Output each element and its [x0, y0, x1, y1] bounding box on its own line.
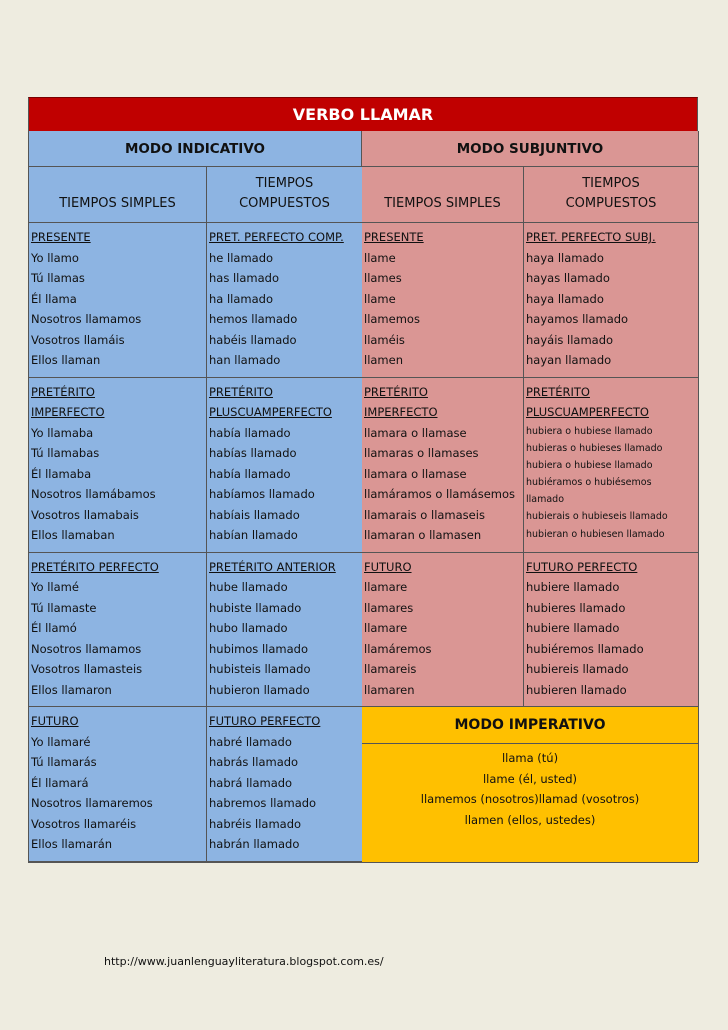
conjugation-line: Ellos llamaron	[31, 682, 112, 697]
conjugation-line: llamaran o llamasen	[364, 528, 482, 542]
conjugation-line: hubieres llamado	[526, 600, 626, 615]
conjugation-line: Nosotros llamamos	[31, 641, 142, 656]
tense-title: PRET. PERFECTO COMP.	[209, 230, 344, 244]
conjugation-line: hayáis llamado	[526, 332, 614, 347]
tense-title: PRESENTE	[364, 230, 424, 244]
conjugation-line: haya llamado	[526, 291, 604, 306]
conjugation-line: llamado	[526, 494, 565, 506]
conjugation-line: hubiere llamado	[526, 580, 620, 594]
conjugation-line: llamaras o llamases	[364, 446, 479, 460]
conjugation-line: habréis llamado	[209, 816, 302, 831]
conjugation-line: llame	[364, 250, 396, 265]
conjugation-line: Vosotros llamasteis	[31, 662, 143, 676]
conjugation-line: haya llamado	[526, 250, 604, 265]
conjugation-line: habremos llamado	[209, 796, 317, 810]
conjugation-line: hube llamado	[209, 580, 288, 594]
conjugation-line: hubisteis llamado	[209, 662, 311, 676]
conjugation-line: Él llamará	[31, 775, 89, 790]
conjugation-line: Ellos llamaban	[31, 528, 115, 542]
conjugation-line: hubiereis llamado	[526, 662, 629, 676]
header-sub-simple: TIEMPOS SIMPLES	[362, 167, 524, 223]
conjugation-line: ha llamado	[209, 291, 274, 306]
conjugation-line: hubiéremos llamado	[526, 641, 644, 656]
conjugation-line: habré llamado	[209, 734, 292, 749]
tense-block-ind-simple	[29, 553, 207, 708]
conjugation-line: habrá llamado	[209, 775, 293, 790]
conjugation-line: habían llamado	[209, 528, 298, 542]
tense-block-ind-simple	[29, 223, 207, 378]
conjugation-line: Vosotros llamáis	[31, 332, 125, 347]
mode-indicativo: MODO INDICATIVO	[29, 131, 362, 167]
conjugation-line: hubiste llamado	[209, 600, 302, 615]
tense-title: FUTURO PERFECTO	[209, 714, 321, 728]
conjugation-line: Vosotros llamabais	[31, 507, 139, 522]
tense-title: PRETÉRITO ANTERIOR	[209, 559, 336, 574]
tense-block-sub-simple	[362, 223, 524, 378]
conjugation-line: hubiera o hubiese llamado	[526, 459, 653, 471]
conjugation-line: hubieran o hubiesen llamado	[526, 528, 665, 540]
conjugation-line: Yo llamo	[31, 250, 79, 265]
tense-title: PRETÉRITO	[526, 384, 590, 399]
tense-block-ind-comp	[207, 223, 362, 378]
conjugation-line: Tú llamas	[31, 271, 85, 285]
conjugation-line: hayan llamado	[526, 353, 612, 367]
conjugation-line: Él llama	[31, 291, 77, 306]
conjugation-line: Ellos llaman	[31, 353, 101, 367]
conjugation-line: llamen	[364, 353, 404, 367]
tense-block-sub-comp	[524, 223, 699, 378]
tense-title: PLUSCUAMPERFECTO	[209, 405, 332, 419]
imperativo-line: llamemos (nosotros)llamad (vosotros)	[420, 792, 640, 806]
tense-title: PRET. PERFECTO SUBJ.	[526, 230, 656, 244]
table-grid	[28, 131, 698, 863]
tense-title: FUTURO	[364, 559, 412, 574]
tense-block-ind-comp	[207, 553, 362, 708]
conjugation-line: Yo llamaba	[31, 425, 94, 440]
conjugation-line: llames	[364, 271, 402, 285]
conjugation-line: hubierais o hubieseis llamado	[526, 511, 668, 523]
tense-block-ind-comp	[207, 707, 362, 862]
conjugation-line: habíais llamado	[209, 507, 300, 522]
conjugation-line: hemos llamado	[209, 312, 298, 326]
tense-block-sub-comp	[524, 378, 699, 553]
imperativo-line: llama (tú)	[501, 751, 559, 765]
tense-block-ind-simple	[29, 378, 207, 553]
imperativo-block	[362, 707, 699, 862]
imperativo-line: llame (él, usted)	[482, 771, 578, 786]
footer-url: http://www.juanlenguayliteratura.blogspot.com.es/	[104, 955, 384, 968]
conjugation-line: hubiere llamado	[526, 621, 620, 635]
tense-block-sub-simple	[362, 378, 524, 553]
conjugation-line: llamara o llamase	[364, 466, 467, 481]
tense-block-ind-simple	[29, 707, 207, 862]
conjugation-line: llamare	[364, 580, 408, 594]
tense-title: PRETÉRITO	[364, 384, 428, 399]
tense-title: PRETÉRITO	[209, 384, 273, 399]
conjugation-line: había llamado	[209, 466, 291, 481]
imperativo-line: llamen (ellos, ustedes)	[464, 812, 596, 827]
header-ind-comp: TIEMPOS COMPUESTOS	[207, 167, 362, 223]
tense-block-ind-comp	[207, 378, 362, 553]
conjugation-line: hubiéramos o hubiésemos	[526, 477, 652, 489]
conjugation-line: llamare	[364, 621, 408, 635]
conjugation-line: hubieras o hubieses llamado	[526, 442, 663, 454]
conjugation-line: llamares	[364, 600, 414, 615]
conjugation-line: llaméis	[364, 332, 405, 347]
conjugation-line: hubiera o hubiese llamado	[526, 425, 653, 437]
conjugation-line: hayas llamado	[526, 271, 610, 285]
tense-title: PRESENTE	[31, 230, 91, 244]
tense-block-sub-simple	[362, 553, 524, 708]
conjugation-line: hubimos llamado	[209, 641, 308, 656]
conjugation-line: Tú llamabas	[31, 446, 100, 460]
conjugation-line: había llamado	[209, 425, 291, 440]
conjugation-line: llamáremos	[364, 641, 432, 656]
conjugation-line: habías llamado	[209, 446, 297, 460]
conjugation-line: Tú llamaste	[31, 600, 97, 615]
conjugation-line: hubo llamado	[209, 621, 288, 635]
tense-title: IMPERFECTO	[31, 405, 105, 419]
conjugation-line: Nosotros llamamos	[31, 312, 142, 326]
conjugation-line: Nosotros llamábamos	[31, 487, 156, 501]
conjugation-line: has llamado	[209, 271, 280, 285]
mode-imperativo: MODO IMPERATIVO	[362, 707, 698, 744]
table-title: VERBO LLAMAR	[28, 97, 698, 131]
mode-subjuntivo: MODO SUBJUNTIVO	[362, 131, 699, 167]
conjugation-line: habrán llamado	[209, 837, 300, 851]
conjugation-line: llamarais o llamaseis	[364, 507, 485, 522]
tense-title: FUTURO	[31, 714, 79, 728]
conjugation-line: Él llamó	[31, 621, 77, 635]
tense-title: PRETÉRITO PERFECTO	[31, 559, 159, 574]
conjugation-line: Vosotros llamaréis	[31, 816, 137, 831]
tense-title: FUTURO PERFECTO	[526, 559, 638, 574]
tense-block-sub-comp	[524, 553, 699, 708]
conjugation-line: Yo llamaré	[31, 734, 91, 749]
conjugation-line: Él llamaba	[31, 466, 92, 481]
conjugation-line: habíamos llamado	[209, 487, 315, 501]
conjugation-line: Tú llamarás	[31, 755, 97, 769]
tense-title: IMPERFECTO	[364, 405, 438, 419]
conjugation-line: hubieren llamado	[526, 682, 627, 697]
conjugation-line: Yo llamé	[31, 580, 79, 594]
conjugation-line: llamemos	[364, 312, 420, 326]
conjugation-line: llamara o llamase	[364, 425, 467, 440]
conjugation-line: llamareis	[364, 662, 417, 676]
conjugation-line: hayamos llamado	[526, 312, 629, 326]
conjugation-line: hubieron llamado	[209, 682, 310, 697]
conjugation-line: Nosotros llamaremos	[31, 796, 153, 810]
tense-title: PLUSCUAMPERFECTO	[526, 405, 649, 419]
conjugation-line: he llamado	[209, 250, 274, 265]
conjugation-line: han llamado	[209, 353, 281, 367]
conjugation-line: habéis llamado	[209, 332, 297, 347]
conjugation-line: llame	[364, 291, 396, 306]
conjugation-line: llamáramos o llamásemos	[364, 487, 516, 501]
header-ind-simple: TIEMPOS SIMPLES	[29, 167, 207, 223]
header-sub-comp: TIEMPOS COMPUESTOS	[524, 167, 699, 223]
conjugation-table	[28, 97, 698, 863]
tense-title: PRETÉRITO	[31, 384, 95, 399]
conjugation-line: habrás llamado	[209, 755, 299, 769]
conjugation-line: llamaren	[364, 682, 415, 697]
conjugation-line: Ellos llamarán	[31, 837, 113, 851]
